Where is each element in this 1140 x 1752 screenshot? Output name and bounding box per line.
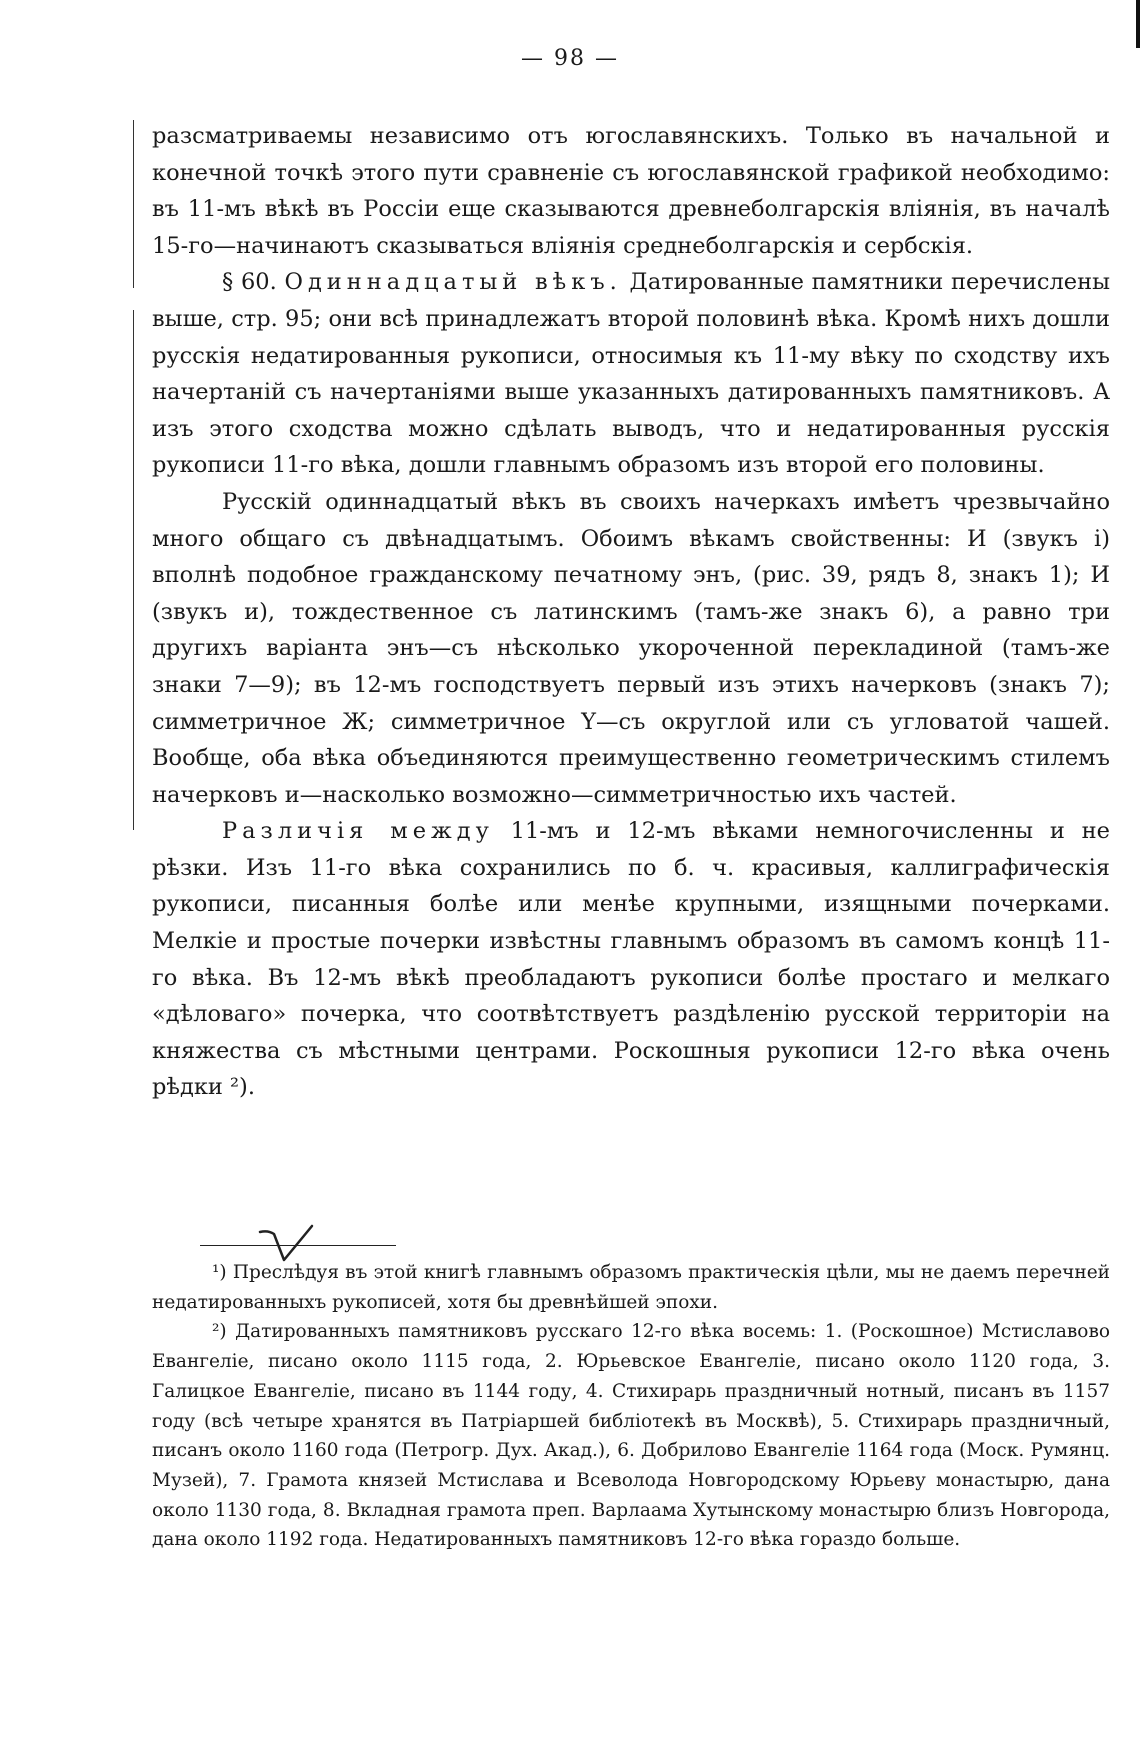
paragraph-text: Русскій одиннадцатый вѣкъ въ своихъ начеркахъ имѣетъ чрезвычайно много общаго съ двѣнадцатымъ. Обоимъ вѣкамъ свойственны: И (звукъ і) вполнѣ подобное гражданскому печатному энъ, (рис. 39, рядъ 8, знакъ 1); И (звукъ и), тождественное съ латинскимъ (тамъ-же знакъ 6), а равно три другихъ варіанта энъ—съ нѣсколько укороченной перекладиной (тамъ-же знаки 7—9); въ 12-мъ господствуетъ первый изъ этихъ начерковъ (знакъ 7); симметричное Ж; симметричное Y—съ округлой или съ угловатой чашей. Вообще, оба вѣка объединяются преимущественно геометрическимъ стилемъ начерковъ и—насколько возможно—симметричностью ихъ частей. xyxy=(152,488,1110,808)
main-text xyxy=(152,118,1110,1106)
paragraph-text: разсматриваемы независимо отъ югославянскихъ. Только въ начальной и конечной точкѣ этого пути сравненіе съ югославянской графикой необходимо: въ 11-мъ вѣкѣ въ Россіи еще сказываются древнеболгарскія вліянія, въ началѣ 15-го—начинаютъ сказываться вліянія среднеболгарскія и сербскія. xyxy=(152,123,1110,259)
footnotes xyxy=(152,1258,1110,1555)
section-paragraph xyxy=(152,264,1110,484)
section-heading: Одиннадцатый вѣкъ. xyxy=(284,269,622,296)
footnote-text: Преслѣдуя въ этой книгѣ главнымъ образомъ практическія цѣли, мы не даемъ перечней недатированныхъ рукописей, хотя бы древнѣйшей эпохи. xyxy=(152,1262,1110,1313)
footnote xyxy=(152,1317,1110,1555)
scan-edge-mark xyxy=(1136,0,1140,48)
footnote-divider xyxy=(200,1245,396,1246)
paragraph xyxy=(152,484,1110,813)
paragraph xyxy=(152,813,1110,1106)
footnote xyxy=(152,1258,1110,1317)
margin-line xyxy=(133,120,134,288)
footnote-text: Датированныхъ памятниковъ русскаго 12-го вѣка восемь: 1. (Роскошное) Мстиславово Евангеліе, писано около 1115 года, 2. Юрьевское Евангеліе, писано около 1120 года, 3. Галицкое Евангеліе, писано въ 1144 году, 4. Стихирарь праздничный нотный, писанъ въ 1157 году (всѣ четыре хранятся въ Патріаршей библіотекѣ въ Москвѣ), 5. Стихирарь праздничный, писанъ около 1160 года (Петрогр. Дух. Акад.), 6. Добрилово Евангеліе 1164 года (Моск. Румянц. Музей), 7. Грамота князей Мстислава и Всеволода Новгородскому Юрьеву монастырю, дана около 1130 года, 8. Вкладная грамота преп. Варлаама Хутынскому монастырю близъ Новгорода, дана около 1192 года. Недатированныхъ памятниковъ 12-го вѣка гораздо больше. xyxy=(152,1321,1111,1551)
page-number: — 98 — xyxy=(521,46,619,71)
paragraph-text: Датированные памятники перечислены выше, стр. 95; они всѣ принадлежатъ второй половинѣ вѣка. Кромѣ нихъ дошли русскія недатированныя рукописи, относимыя къ 11-му вѣку по сходству ихъ начертаній съ начертаніями выше указанныхъ датированныхъ памятниковъ. А изъ этого сходства можно сдѣлать выводъ, что и недатированныя русскія рукописи 11-го вѣка, дошли главнымъ образомъ изъ второй его половины. xyxy=(152,269,1111,479)
margin-line xyxy=(133,310,134,830)
spaced-heading: Различія между xyxy=(222,818,494,845)
footnote-mark: ¹) xyxy=(212,1262,227,1283)
footnote-mark: ²) xyxy=(212,1321,227,1343)
paragraph-text: 11-мъ и 12-мъ вѣками немногочисленны и не рѣзки. Изъ 11-го вѣка сохранились по б. ч. красивыя, каллиграфическія рукописи, писанныя болѣе или менѣе крупными, изящными почерками. Мелкіе и простые почерки извѣстны главнымъ образомъ въ самомъ концѣ 11-го вѣка. Въ 12-мъ вѣкѣ преобладаютъ рукописи болѣе простаго и мелкаго «дѣловаго» почерка, что соотвѣтствуетъ раздѣленію русской территоріи на княжества съ мѣстными центрами. Роскошныя рукописи 12-го вѣка очень рѣдки ²). xyxy=(152,818,1110,1101)
paragraph xyxy=(152,118,1110,264)
section-number: § 60. xyxy=(222,269,277,296)
